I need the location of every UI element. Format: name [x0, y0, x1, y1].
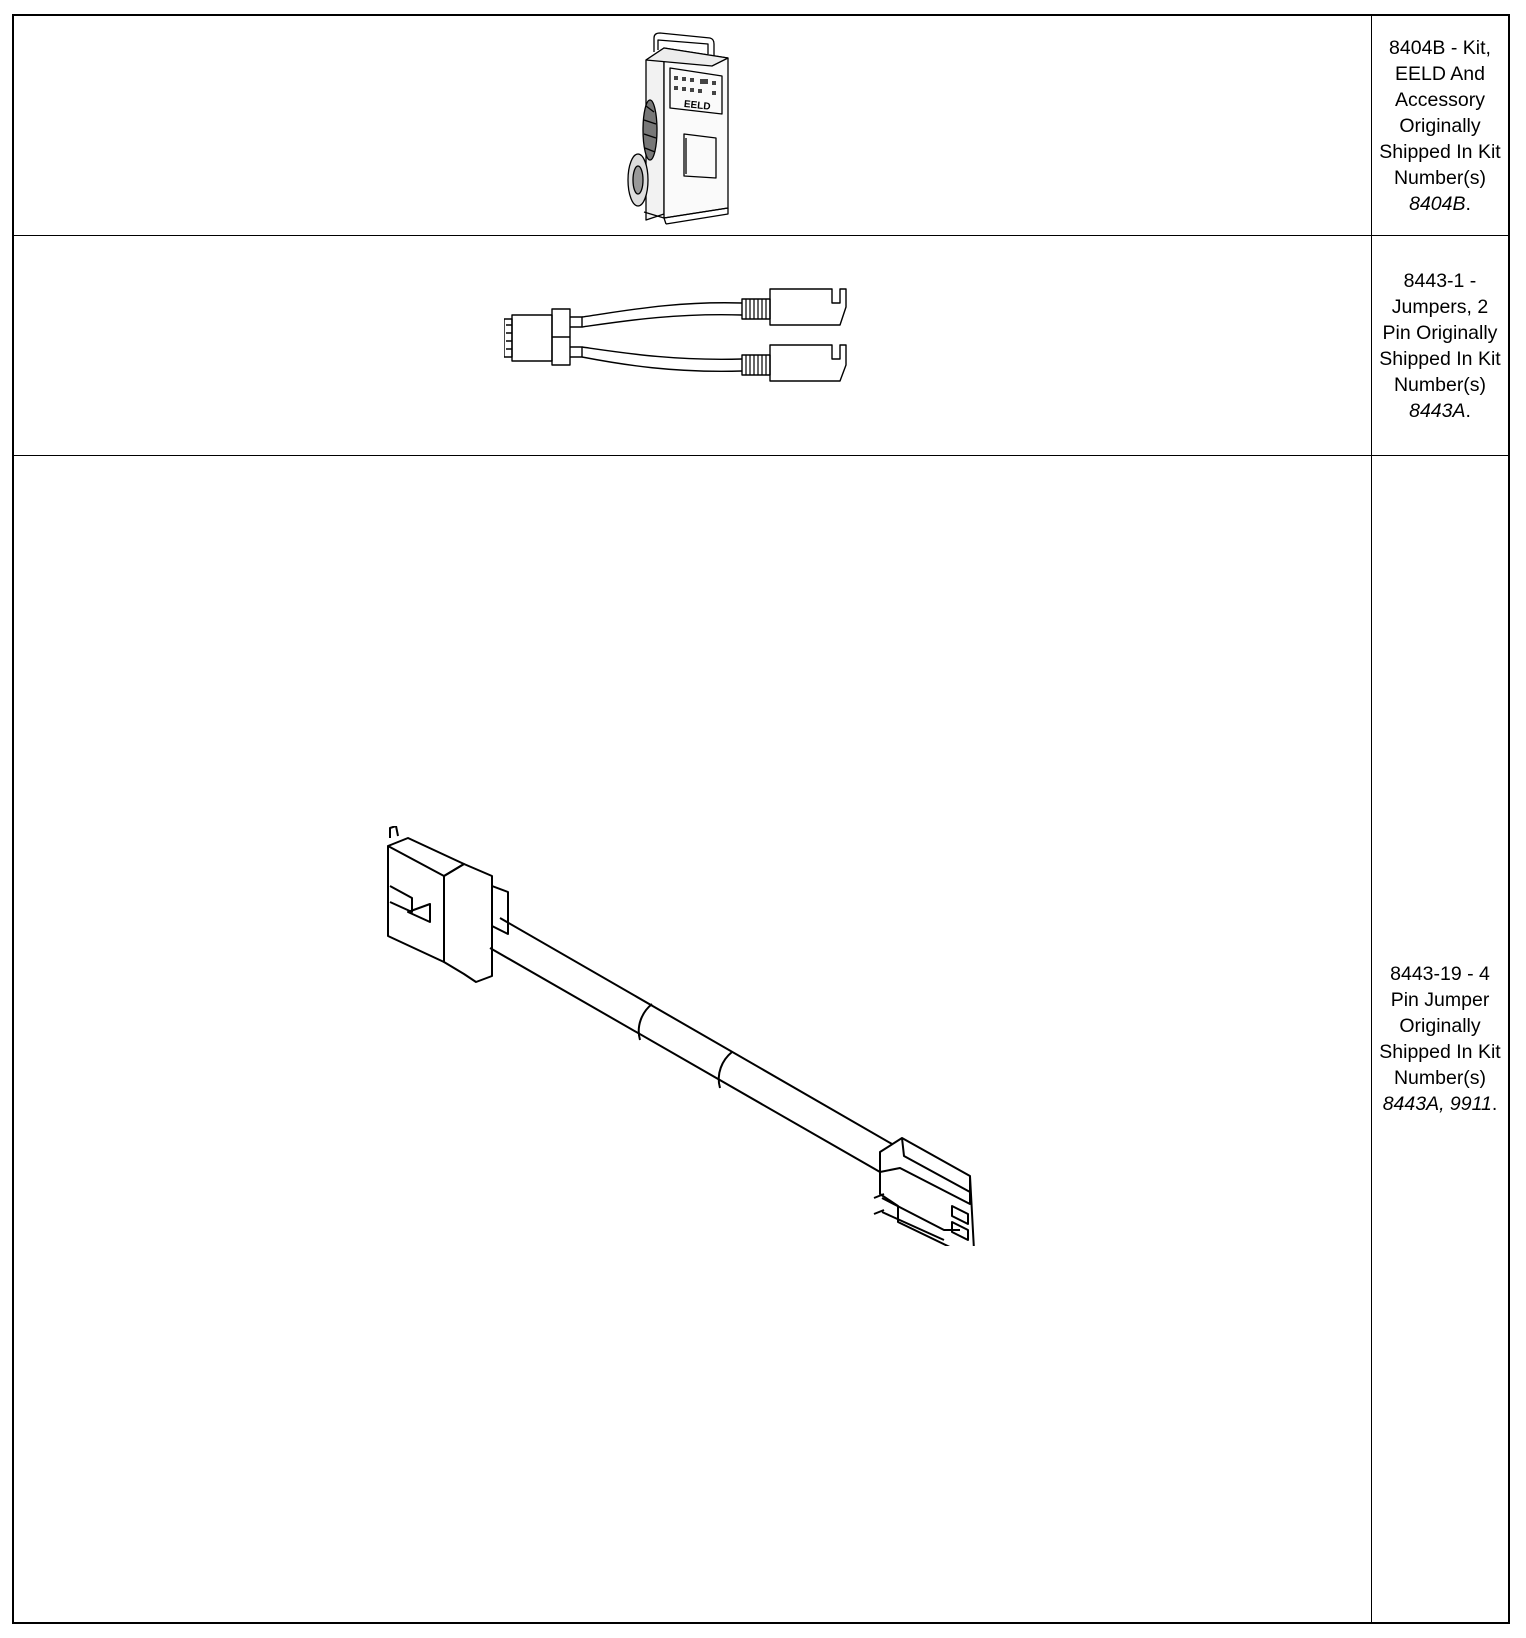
part-description — [1376, 268, 1504, 424]
illustration-cell — [14, 236, 1372, 455]
kit-numbers: 8443A, 9911 — [1382, 1093, 1492, 1115]
kit-trail: . — [1491, 1093, 1498, 1115]
kit-trail: . — [1465, 399, 1471, 422]
part-description — [1376, 35, 1504, 217]
illustration-cell — [14, 16, 1372, 235]
y-jumper-2-pin-icon — [504, 281, 854, 401]
part-label: 8443-1 - Jumpers, 2 Pin Originally Shipped In Kit Number(s) — [1379, 269, 1501, 396]
description-cell — [1372, 456, 1508, 1622]
part-label: 8404B - Kit, EELD And Accessory Originally Shipped In Kit Number(s) — [1379, 36, 1501, 189]
part-label: 8443-19 - 4 Pin Jumper Originally Shipped In Kit Number(s) — [1379, 963, 1501, 1089]
table-row — [14, 16, 1508, 236]
table-row — [14, 456, 1508, 1622]
parts-table — [12, 14, 1510, 1624]
eeld-logo: EELD — [683, 98, 711, 113]
part-description — [1376, 961, 1504, 1117]
description-cell — [1372, 16, 1508, 235]
jumper-4-pin-icon — [384, 826, 1004, 1246]
kit-trail: . — [1465, 192, 1471, 215]
table-row — [14, 236, 1508, 456]
eeld-cart-icon — [624, 30, 754, 226]
kit-numbers: 8404B — [1409, 192, 1466, 215]
illustration-cell — [14, 456, 1372, 1622]
description-cell — [1372, 236, 1508, 455]
kit-numbers: 8443A — [1409, 399, 1466, 422]
